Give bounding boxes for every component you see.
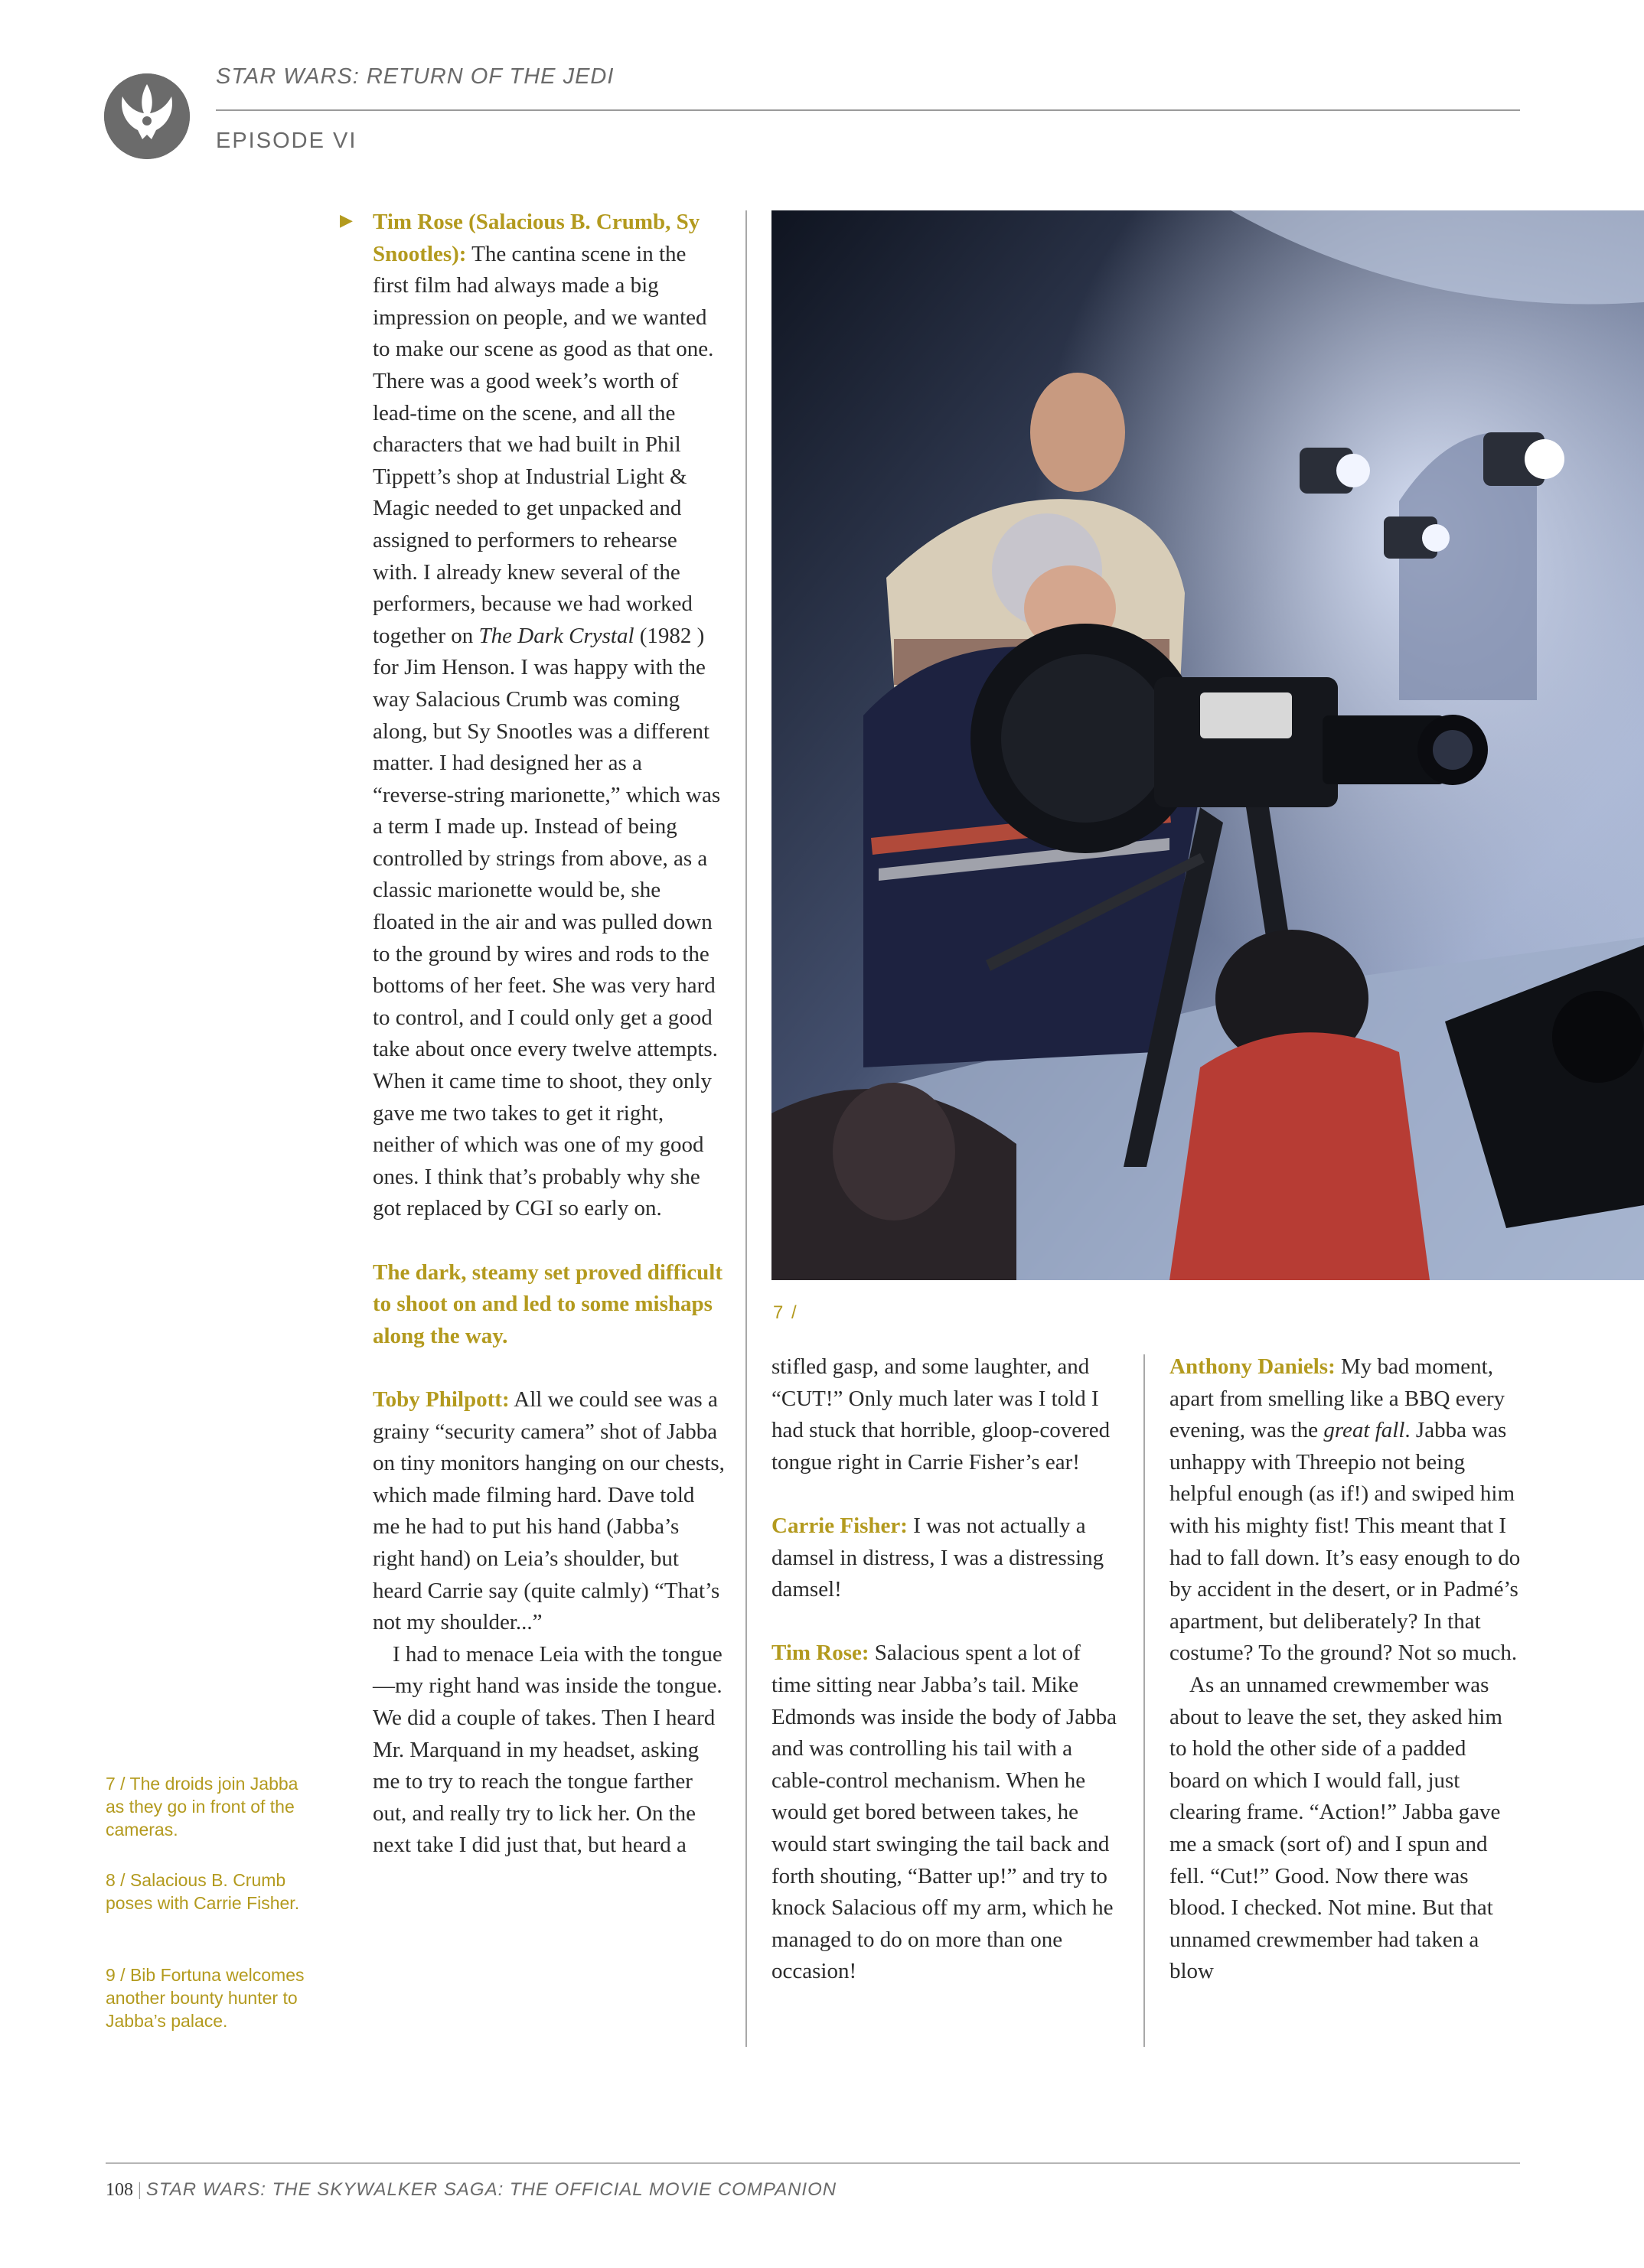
paragraph-text: All we could see was a grainy “security camera” shot of Jabba on tiny monitors hanging on our chests, which made filming hard. Dave told me he had to put his hand (Jabba’s right hand) on Leia’s shoulder, but heard Carrie say (quite calmly) “That’s not my shoulder...” — [373, 1387, 725, 1635]
paragraph-toby-philpott — [373, 1384, 725, 1639]
column-divider — [1143, 1354, 1145, 2047]
paragraph-text: . Jabba was unhappy with Threepio not being helpful enough (as if!) and swiped him with his mighty fist! This meant that I had to fall down. It’s easy enough to do by accident in the desert, or in Padmé’s apartment, but deliberately? In that costume? To the ground? Not so much. — [1169, 1418, 1521, 1666]
header-episode: EPISODE VI — [216, 129, 357, 153]
speaker-name: Toby Philpott: — [373, 1387, 510, 1412]
speaker-name: Anthony Daniels: — [1169, 1354, 1336, 1379]
footer-divider — [106, 2162, 1520, 2164]
page-number: 108 — [106, 2180, 133, 2200]
header-title: STAR WARS: RETURN OF THE JEDI — [216, 64, 615, 89]
paragraph-continuation: I had to menace Leia with the tongue—my right hand was inside the tongue. We did a couple of takes. Then I heard Mr. Marquand in my headset, asking me to try to reach the tongue farther out, and really try to lick her. On the next take I did just that, but heard a — [373, 1641, 723, 1858]
caption-7: 7 / The droids join Jabba as they go in front of the cameras. — [106, 1774, 298, 1839]
photo-number: 7 / — [773, 1302, 798, 1323]
paragraph-anthony-daniels — [1169, 1351, 1522, 1670]
text-column-1 — [373, 207, 725, 1862]
caption-9: 9 / Bib Fortuna welcomes another bounty hunter to Jabba’s palace. — [106, 1965, 305, 2031]
paragraph-continuation: As an unnamed crewmember was about to leave the set, they asked him to hold the other side of a padded board on which I would fall, just clearing frame. “Action!” Jabba gave me a smack (sort of) and I spun and fell. “Cut!” Good. Now there was blood. I checked. Not mine. But that unnamed crewmember had taken a blow — [1169, 1672, 1502, 1984]
caption-8: 8 / Salacious B. Crumb poses with Carrie Fisher. — [106, 1870, 300, 1913]
emphasis-text: great fall — [1323, 1418, 1405, 1443]
paragraph-carrie-fisher — [771, 1510, 1120, 1606]
page-footer — [106, 2179, 837, 2201]
text-column-3 — [1169, 1351, 1522, 1988]
text-column-2 — [771, 1351, 1120, 1988]
speaker-name: Tim Rose: — [771, 1641, 869, 1666]
paragraph-tim-rose — [373, 207, 725, 1225]
paragraph-tim-rose-2 — [771, 1637, 1120, 1988]
footer-separator: | — [138, 2180, 142, 2200]
subheading: The dark, steamy set proved difficult to shoot on and led to some mishaps along the way. — [373, 1259, 723, 1348]
header-divider — [216, 109, 1520, 111]
film-set-photo — [771, 210, 1644, 1280]
rebel-alliance-icon — [104, 73, 190, 159]
paragraph-text: My bad moment, apart from smelling like a BBQ every evening, was the — [1169, 1354, 1505, 1443]
paragraph-text: (1982 ) for Jim Henson. I was happy with the way Salacious Crumb was coming along, but Sy Snootles was a different matter. I had designed her as a “reverse-string marionette,” which was a term I made up. Instead of being controlled by strings from above, as a classic marionette would be, she floated in the air and was pulled down to the ground by wires and rods to the bottoms of her feet. She was very hard to control, and I could only get a good take about once every twelve attempts. When it came time to shoot, they only gave me two takes to get it right, neither of which was one of my good ones. I think that’s probably why she got replaced by CGI so early on. — [373, 623, 721, 1221]
book-title: STAR WARS: THE SKYWALKER SAGA: THE OFFICIAL MOVIE COMPANION — [145, 2179, 837, 2200]
arrow-right-icon: ▶ — [340, 211, 353, 230]
paragraph-continuation: stifled gasp, and some laughter, and “CUT!” Only much later was I told I had stuck that horrible, gloop-covered tongue right in Carrie Fisher’s ear! — [771, 1354, 1111, 1475]
speaker-name: Tim Rose (Salacious B. Crumb, Sy Snootles): — [373, 210, 700, 266]
paragraph-text: Salacious spent a lot of time sitting near Jabba’s tail. Mike Edmonds was inside the body of Jabba and was controlling his tail with a cable-control mechanism. When he would get bored between takes, he would start swinging the tail back and forth shouting, “Batter up!” and try to knock Salacious off my arm, which he managed to do on more than one occasion! — [771, 1641, 1117, 1984]
column-divider — [745, 210, 747, 2047]
film-title: The Dark Crystal — [478, 623, 634, 648]
speaker-name: Carrie Fisher: — [771, 1513, 908, 1538]
paragraph-text: I was not actually a damsel in distress, I was a distressing damsel! — [771, 1513, 1104, 1602]
paragraph-text: The cantina scene in the first film had always made a big impression on people, and we wanted to make our scene as good as that one. There was a good week’s worth of lead-time on the scene, and all the characters that we had built in Phil Tippett’s shop at Industrial Light & Magic needed to get unpacked and assigned to performers to rehearse with. I already knew several of the performers, because we had worked together on — [373, 241, 714, 648]
